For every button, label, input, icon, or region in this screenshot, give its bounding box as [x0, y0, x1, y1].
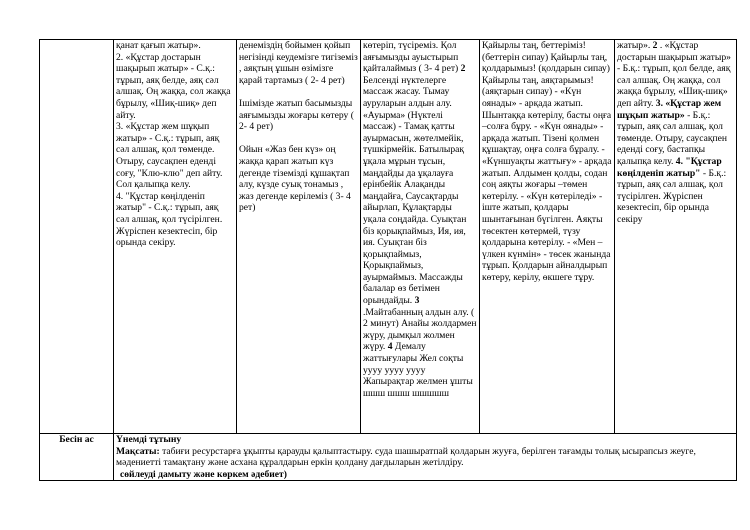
exercise-cell-1: [114, 40, 237, 434]
exercise-3-part-c: Белсендi нүктелерге массаж жасау. Тымау ауруларын алдын алу. «Ауырма» (Нүктелi массаж) - Тамақ қатты ауырмасын, жөтелмейiк, түшкiрмейiк. Батылырақ ұқала мұрын тұсын, маңдайды да ұқалауға ерiнбейiк Алақанды маңдайға, Саусақтарды айырлап, Құлақтарды уқала соңдайда. Суықтан бiз қорықпаймыз, Ия, ия, ия. Суықтан бiз қорықпаймыз, Қорықпаймыз, ауырмаймыз. Массажды балалар өз бетiмен орындайды.: [363, 74, 467, 307]
exercise-cell-4: [480, 40, 615, 434]
exercise-row: [40, 40, 737, 434]
empty-label-cell: [40, 40, 114, 434]
exercise-5-part-c: . «Құстар достарын шақырып жатыр» - Б.қ.: тұрып, қол белде, аяқ сәл алшақ. Оң жаққа, сол жаққа бұрылу, «Шиқ-шиқ» деп айту.: [617, 40, 731, 109]
exercise-5-part-e: - Б.қ.: тұрып, аяқ сәл алшақ, қол төменде. Отыру, саусақпен еденді соғу, бастапқы қалыпқа келу.: [617, 109, 728, 167]
exercise-text-3: [363, 40, 477, 399]
exercise-3-num-3: 3: [414, 295, 420, 307]
exercise-3-part-e: .Майтабанның алдын алу. ( 2 минут) Анайы жолдармен жүру, дымқыл жолмен жүру.: [363, 306, 477, 353]
exercise-5-part-g: - Б.қ.: тұрып, аяқ сәл алшақ, қол түсірілген. Жүріспен кезектесіп, бір орында секіру: [617, 167, 727, 225]
exercise-text-1: қанат қағып жатыр». 2. «Құстар достарын шақырып жатыр» - С.қ.: тұрып, аяқ белде, аяқ сәл алшақ. Оң жаққа, сол жаққа бұрылу, «Шиқ-шиқ» деп айту. 3. «Құстар жем шұқып жатыр» - С.қ.: тұрып, аяқ сәл алшақ, қол төменде. Отыру, саусақпен еденді соғу, "Клю-клю" деп айту. Сол қалыпқа келу. 4. "Құстар көңілденіп жатыр" - С.қ.: тұрып, аяқ сәл алшақ, қол түсірілген. Жүріспен кезектесіп, бір орында секіру.: [116, 40, 231, 249]
exercise-3-num-2: 2: [460, 63, 466, 75]
exercise-5-num-2: 2: [652, 40, 658, 51]
exercise-text-5: [617, 40, 734, 226]
meal-label: Бесін ас: [40, 434, 114, 481]
meal-row: [40, 434, 737, 481]
exercise-text-4: Қайырлы таң, беттерiмiз! (беттерiн сипау) Қайырлы таң, қолдарымыз! (қолдарын сипау) Қайырлы таң, аяқтарымыз! (аяқтарын сипау) - «Күн оянады» - арқада жатып. Шынтаққа көтерiлу, басты оңға –солға бұру. - «Күн оянады» - арқада жатып. Тiзенi қолмен құшақтау, оңға солға бұралу. - «Күншуақты жаттығу» - арқада жатып. Алдымен қолды, содан соң аяқты жоғары –төмен көтерiлу. - «Күн көтерiледi» - iште жатып, қолдары шынтағынан бүгiлген. Аяқты төсектен көтермей, түзу қолдарына көтерiлу. - «Мен – үлкен күнмiн» - төсек жанында тұрып. Қолдарын айналдырып көтеру, керiлу, өкшеге тұру.: [482, 40, 612, 283]
meal-content-cell: [114, 434, 737, 481]
exercise-text-2: денемiздiң бойымен қойып негiзiндi кеудемiзге тигiземiз , аяқтың ұшын өзiмiзге қарай тартамыз ( 2- 4 рет) Iшiмiзде жатып басымызды аяғымызды жоғары көтеру ( 2- 4 рет) Ойын «Жаз бен күз» оң жаққа қарап жатып күз дегенде тiземiздi құшақтап алу, күзде суық тонамыз , жаз дегенде керiлемiз ( 3- 4 рет): [239, 40, 358, 214]
exercise-5-item-4: 4. "Құстар көңілденіп жатыр": [617, 155, 722, 179]
exercise-cell-2: [237, 40, 361, 434]
exercise-3-num-4: 4: [387, 341, 393, 353]
meal-goal: [116, 446, 734, 469]
exercise-cell-5: [615, 40, 737, 434]
exercise-5-item-3: 3. «Құстар жем шұқып жатыр»: [617, 97, 722, 121]
exercise-3-part-a: көтерiп, түсiремiз. Қол аяғымызды ауыстырып қайталаймыз ( 3- 4 рет): [363, 40, 461, 75]
daily-plan-table: [39, 39, 737, 481]
exercise-cell-3: [361, 40, 480, 434]
exercise-5-part-a: жатыр».: [617, 40, 653, 51]
meal-goal-text: табиғи ресурстарға ұқыпты қарауды қалыптастыру. суда шашыратпай қолдарын жууға, берілген тағамды толық ысырапсыз жеуге, мәдениетті тамақтану және асхана құралдарын еркін қолдану дағдыларын жетілдіру.: [116, 445, 696, 469]
meal-subtitle: сөйлеуді дамыту және көркем әдебиет): [120, 468, 287, 480]
meal-title: Үнемді тұтыну: [116, 434, 182, 445]
exercise-3-part-g: Демалу жаттығулары Жел соқты уууу уууу уууу Жапырақтар желмен ұшты шшш шшш шшшшш: [363, 341, 473, 399]
meal-goal-label: Мақсаты:: [116, 445, 160, 457]
